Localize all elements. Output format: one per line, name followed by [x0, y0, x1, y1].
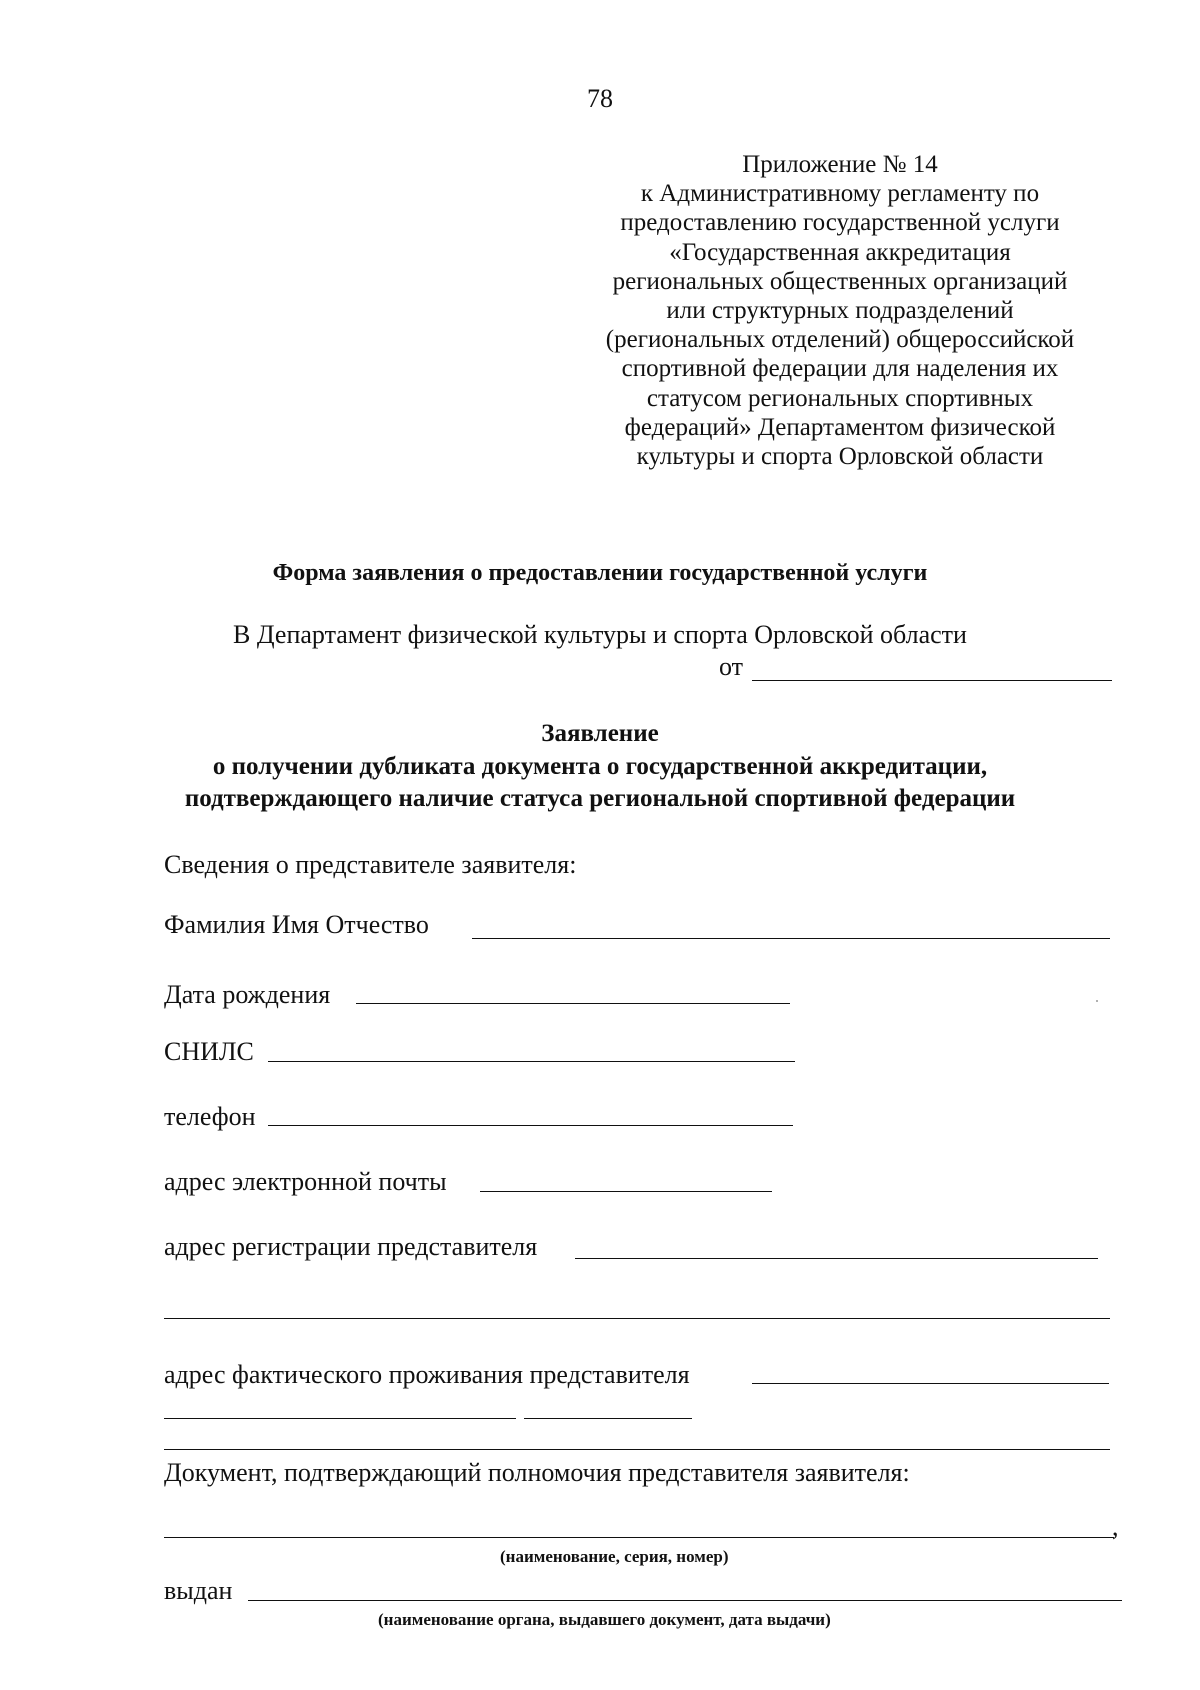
email-field[interactable] — [480, 1191, 772, 1192]
application-subtitle-line1: о получении дубликата документа о государственной аккредитации, — [212, 753, 988, 780]
appendix-line: статусом региональных спортивных — [646, 384, 1034, 412]
issuer-caption: (наименование органа, выдавшего документ, дата выдачи) — [378, 1610, 831, 1629]
document-name-field[interactable] — [164, 1537, 1114, 1538]
appendix-block — [560, 150, 1120, 471]
actual-address-field[interactable] — [752, 1383, 1109, 1384]
actual-address-field-cont-a[interactable] — [164, 1418, 516, 1419]
appendix-line: предоставлению государственной услуги — [620, 209, 1060, 237]
appendix-line: или структурных подразделений — [666, 297, 1014, 325]
birth-date-field[interactable] — [356, 1003, 790, 1004]
document-trailing-comma: , — [1112, 1512, 1119, 1541]
phone-label: телефон — [164, 1102, 256, 1131]
appendix-line: культуры и спорта Орловской области — [636, 443, 1044, 471]
document-name-caption: (наименование, серия, номер) — [500, 1547, 729, 1566]
actual-address-field-cont-c[interactable] — [164, 1449, 1110, 1450]
issued-label: выдан — [164, 1576, 233, 1605]
actual-address-label: адрес фактического проживания представителя — [164, 1360, 690, 1389]
addressee: В Департамент физической культуры и спорта Орловской области — [233, 620, 967, 649]
birth-date-label: Дата рождения — [164, 980, 331, 1009]
appendix-line: к Административному регламенту по — [640, 180, 1040, 208]
email-label: адрес электронной почты — [164, 1167, 447, 1196]
snils-field[interactable] — [268, 1061, 795, 1062]
from-field[interactable] — [752, 680, 1112, 681]
scan-speck — [1096, 1000, 1098, 1002]
appendix-line: (региональных отделений) общероссийской — [605, 326, 1075, 354]
reg-address-label: адрес регистрации представителя — [164, 1232, 538, 1261]
phone-field[interactable] — [268, 1125, 793, 1126]
appendix-line: «Государственная аккредитация — [669, 238, 1011, 266]
issuer-field[interactable] — [248, 1600, 1122, 1601]
from-label: от — [719, 652, 744, 681]
full-name-field[interactable] — [472, 938, 1110, 939]
reg-address-field[interactable] — [575, 1258, 1098, 1259]
representative-section-label: Сведения о представителе заявителя: — [164, 850, 577, 879]
actual-address-field-cont-b[interactable] — [524, 1418, 692, 1419]
appendix-line: федераций» Департаментом физической — [624, 413, 1056, 441]
snils-label: СНИЛС — [164, 1037, 254, 1066]
full-name-label: Фамилия Имя Отчество — [164, 910, 429, 939]
appendix-line: спортивной федерации для наделения их — [621, 355, 1059, 383]
appendix-line: региональных общественных организаций — [612, 267, 1068, 295]
page-number: 78 — [587, 84, 613, 113]
application-subtitle-line2: подтверждающего наличие статуса региональной спортивной федерации — [184, 785, 1016, 812]
application-title: Заявление — [541, 720, 659, 747]
appendix-line: Приложение № 14 — [742, 151, 938, 178]
form-title: Форма заявления о предоставлении государственной услуги — [272, 560, 928, 586]
document-label: Документ, подтверждающий полномочия представителя заявителя: — [164, 1458, 910, 1487]
reg-address-field-cont[interactable] — [164, 1318, 1110, 1319]
